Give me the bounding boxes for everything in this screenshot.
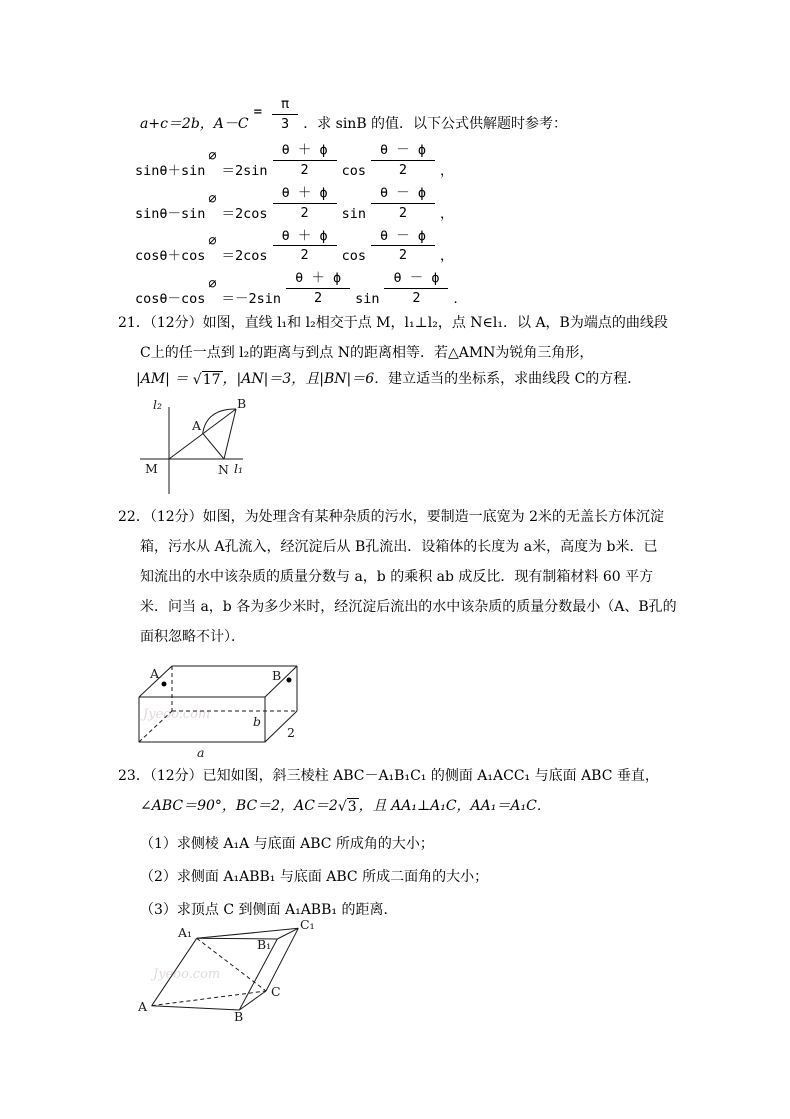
fraction-denominator: 2: [398, 204, 408, 221]
label-l1: l₁: [234, 461, 244, 476]
formula-lhs: cosθ－cos: [135, 291, 206, 307]
formula-end: ，: [439, 162, 454, 179]
fraction-numerator: π: [272, 96, 298, 115]
formula-eq: ＝2sin: [221, 162, 268, 179]
fraction: [273, 228, 337, 265]
fraction: [371, 142, 435, 179]
formula-end: ．: [453, 291, 467, 307]
fraction-denominator: 2: [398, 161, 408, 178]
formula-lhs: sinθ＋sin: [135, 162, 206, 179]
edge-A1C1: [197, 928, 299, 938]
formula-cos-plus-cos: [135, 228, 467, 265]
diagonal-A1C: [197, 938, 266, 991]
radicand: 17: [202, 372, 221, 388]
formula-mid: cos: [341, 248, 366, 265]
reference-formulas: [135, 142, 467, 313]
formula-end: ，: [439, 248, 454, 265]
problem-23-line-2: [140, 795, 551, 815]
label-B1: B₁: [257, 937, 272, 952]
build-coordinates-text: 建立适当的坐标系，求曲线段 C的方程．: [388, 371, 642, 387]
problem-23-sub-3: （3）求顶点 C 到侧面 A₁ABB₁ 的距离．: [140, 902, 398, 918]
fraction-numerator: θ ＋ ϕ: [273, 228, 337, 247]
fraction-denominator: 2: [300, 247, 309, 264]
fraction-numerator: θ － ϕ: [371, 142, 435, 161]
fraction: [273, 142, 337, 179]
fraction-numerator: θ ＋ ϕ: [286, 270, 350, 289]
edge-AB: [152, 1006, 240, 1010]
segment-AN: [203, 433, 224, 459]
formula-sin-plus-sin: [135, 142, 467, 179]
formula-mid: sin: [355, 291, 380, 307]
label-B: B: [272, 668, 282, 683]
problem-23-sub-2: （2）求侧面 A₁ABB₁ 与底面 ABC 所成二面角的大小；: [140, 869, 489, 885]
fraction-denominator: 2: [300, 204, 309, 221]
fraction-denominator: 2: [412, 290, 421, 307]
label-A: A: [138, 999, 148, 1014]
edge-conditions: ，且 AA₁⊥A₁C，AA₁＝A₁C．: [358, 798, 551, 814]
problem-22-line-2: 箱，污水从 A孔流入，经沉淀后从 B孔流出．设箱体的长度为 a米，高度为 b米．已: [140, 539, 658, 555]
formula-end: ，: [439, 205, 454, 222]
problem-21-line-1: 21．（12分）如图，直线 l₁和 l₂相交于点 M，l₁⊥l₂，点 N∈l₁．以 A，B为端点的曲线段: [118, 315, 668, 331]
am-equals: |AM| ＝: [136, 371, 193, 387]
problem-22-line-3: 知流出的水中该杂质的质量分数与 a，b 的乘积 ab 成反比．现有制箱材料 60 平方: [140, 569, 654, 585]
raised-equals: =: [253, 103, 263, 120]
label-b: b: [253, 714, 262, 729]
intro-equation: a+c＝2b，A－C: [140, 115, 249, 132]
fraction: [286, 270, 350, 307]
label-B: B: [237, 396, 247, 411]
intro-line: [140, 96, 567, 133]
formula-eq: ＝2cos: [221, 205, 268, 222]
fraction: [371, 228, 435, 265]
radicand: 3: [347, 799, 357, 815]
problem-22-line-4: 米．问当 a，b 各为多少米时，经沉淀后流出的水中该杂质的质量分数最小（A、B孔的: [140, 599, 677, 615]
problem-23-sub-1: （1）求侧棱 A₁A 与底面 ABC 所成角的大小；: [140, 836, 434, 852]
radical-sign: √: [192, 372, 202, 388]
label-A: A: [192, 418, 202, 433]
fraction-numerator: θ － ϕ: [371, 228, 435, 247]
fraction: [273, 185, 337, 222]
phi-symbol: ∅: [208, 276, 217, 292]
watermark: Jyeoo.com: [143, 707, 211, 722]
fraction-numerator: θ － ϕ: [384, 270, 448, 289]
formula-mid: sin: [341, 205, 366, 222]
label-B: B: [234, 1009, 244, 1024]
hole-B: [287, 678, 292, 683]
sqrt-3: [338, 798, 359, 815]
label-N: N: [218, 462, 229, 477]
angle-conditions: ∠ABC＝90°，BC＝2，AC＝2: [140, 798, 338, 814]
intro-instruction: ．求 sinB 的值．以下公式供解题时参考：: [303, 115, 568, 132]
problem-23-line-1: 23．（12分）已知如图，斜三棱柱 ABC－A₁B₁C₁ 的侧面 A₁ACC₁ 与底面 ABC 垂直，: [118, 768, 659, 784]
problem-21-line-2: C上的任一点到 l₂的距离与到点 N的距离相等．若△AMN为锐角三角形，: [140, 345, 594, 361]
problem-23-diagram: [130, 916, 365, 1031]
formula-sin-minus-sin: [135, 185, 467, 222]
an-bn-values: ，|AN|＝3，且|BN|＝6．: [222, 371, 389, 387]
fraction-denominator: 3: [281, 115, 290, 132]
label-A: A: [150, 666, 160, 681]
formula-lhs: sinθ－sin: [135, 205, 206, 222]
problem-22-line-5: 面积忽略不计）．: [140, 629, 245, 645]
problem-22-line-1: 22．（12分）如图，为处理含有某种杂质的污水，要制造一底宽为 2米的无盖长方体沉淀: [118, 509, 664, 525]
fraction-numerator: θ ＋ ϕ: [273, 142, 337, 161]
sqrt-17: [193, 371, 223, 388]
formula-mid: cos: [341, 162, 366, 179]
fraction-denominator: 2: [314, 290, 323, 307]
problem-22-diagram: [115, 650, 320, 765]
label-2: 2: [287, 725, 295, 740]
radical-sign: √: [337, 799, 347, 815]
formula-lhs: cosθ＋cos: [135, 248, 206, 265]
fraction-denominator: 2: [398, 247, 408, 264]
label-l2: l₂: [153, 397, 163, 412]
watermark: Jyeoo.com: [153, 967, 221, 982]
formula-eq: ＝2cos: [221, 248, 268, 265]
formula-eq: ＝－2sin: [221, 291, 282, 307]
phi-symbol: ∅: [208, 233, 217, 250]
formula-cos-minus-cos: [135, 270, 467, 307]
label-A1: A₁: [178, 925, 193, 940]
fraction-denominator: 2: [300, 161, 309, 178]
label-M: M: [145, 461, 158, 476]
problem-21-line-3: [136, 368, 641, 388]
label-a: a: [197, 745, 205, 760]
segments: [169, 409, 236, 459]
hole-A: [162, 682, 167, 687]
phi-symbol: ∅: [208, 190, 217, 207]
phi-symbol: ∅: [208, 147, 217, 164]
fraction: [384, 270, 448, 307]
pi-over-3-fraction: [272, 96, 298, 133]
label-C: C: [271, 984, 281, 999]
problem-21-diagram: [132, 396, 257, 504]
fraction: [371, 185, 435, 222]
fraction-numerator: θ ＋ ϕ: [273, 185, 337, 204]
fraction-numerator: θ － ϕ: [371, 185, 435, 204]
label-C1: C₁: [300, 917, 315, 932]
